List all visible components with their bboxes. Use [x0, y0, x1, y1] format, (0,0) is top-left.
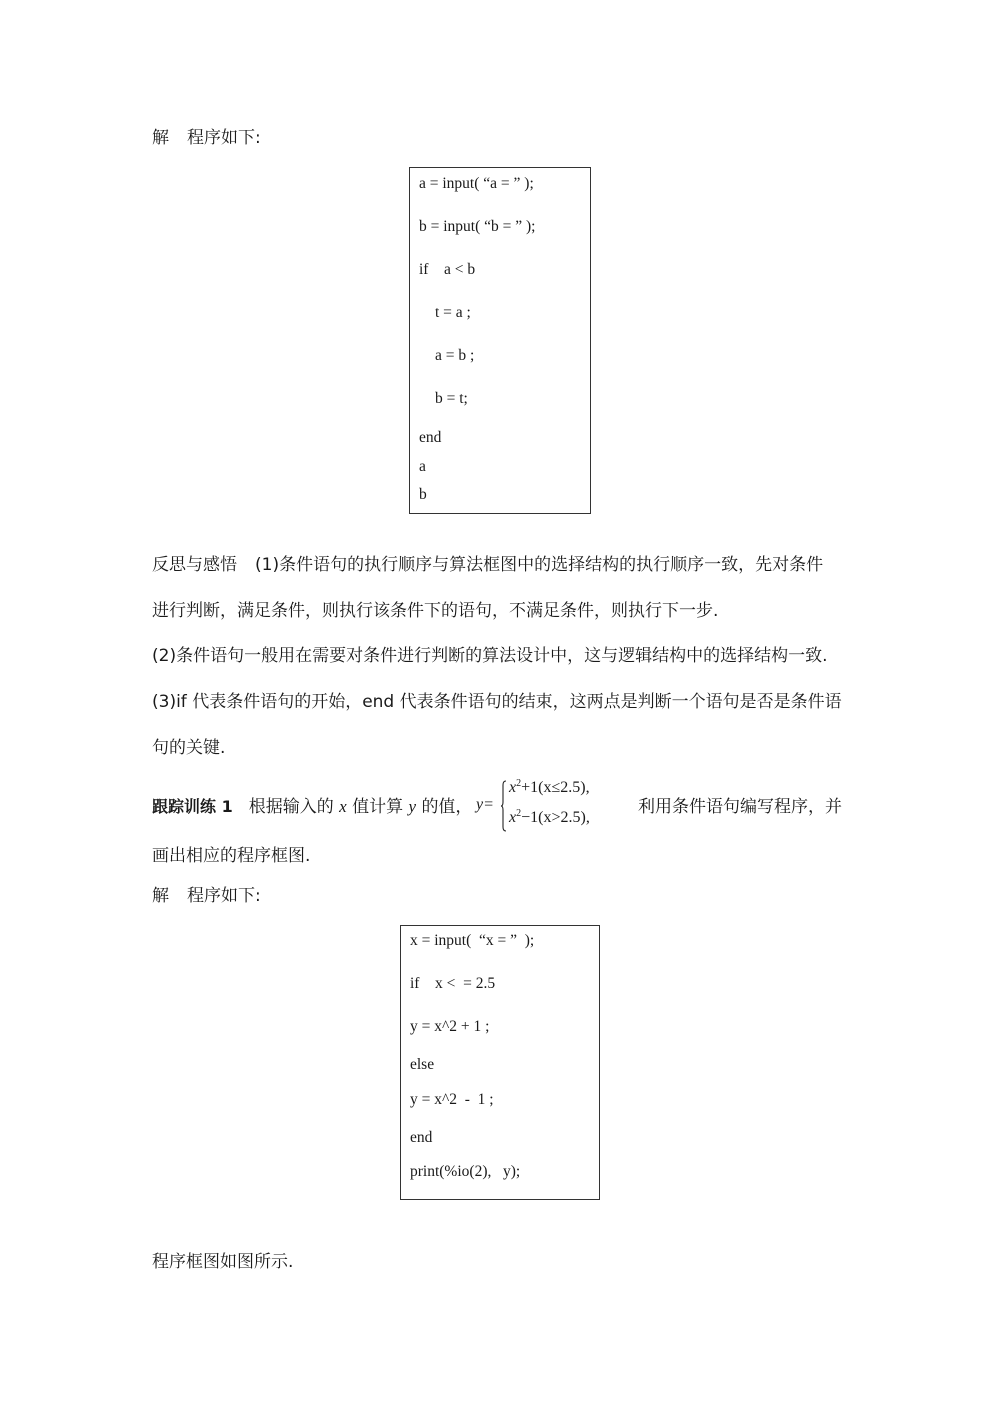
solution-heading-1 [152, 128, 261, 148]
brace-icon [501, 780, 507, 832]
exercise-text: 根据输入的 [248, 797, 334, 817]
code-line: b = input( “b = ” ); [419, 218, 536, 235]
case-exponent: 2 [516, 778, 522, 789]
reflection-text: 句的关键. [152, 738, 226, 758]
code-block-2 [400, 925, 600, 1200]
case-1 [509, 779, 590, 797]
reflection-heading: 反思与感悟 [152, 555, 237, 575]
code-line: a [419, 458, 426, 475]
solution-heading-2 [152, 886, 261, 906]
solution-label: 解 [152, 128, 169, 148]
exercise-text: 利用条件语句编写程序，并 [638, 797, 842, 817]
reflection-text: (2)条件语句一般用在需要对条件进行判断的算法设计中，这与逻辑结构中的选择结构一致. [152, 646, 828, 666]
case-rest: +1(x≤2.5), [521, 779, 590, 796]
solution-text: 程序如下: [187, 128, 261, 148]
y-equals: y= [476, 796, 494, 813]
reflection-paragraph-1 [152, 555, 823, 575]
piecewise-function [476, 778, 636, 834]
code-line: y = x^2 + 1 ; [410, 1018, 490, 1035]
code-line: end [410, 1129, 433, 1146]
reflection-text: (1)条件语句的执行顺序与算法框图中的选择结构的执行顺序一致，先对条件 [255, 555, 824, 575]
code-line: y = x^2 - 1 ; [410, 1091, 494, 1108]
var-x: x [339, 797, 347, 816]
case-rest: −1(x>2.5), [521, 809, 590, 826]
code-line: print(%io(2), y); [410, 1163, 521, 1180]
case-exponent: 2 [516, 808, 522, 819]
var-y: y [408, 797, 417, 816]
case-base: x [509, 779, 517, 796]
reflection-text: (3)if 代表条件语句的开始，end 代表条件语句的结束，这两点是判断一个语句是否是条件语 [152, 692, 842, 712]
code-line: t = a ; [435, 304, 471, 321]
code-line: end [419, 429, 442, 446]
flowchart-note: 程序框图如图所示. [152, 1252, 294, 1272]
code-line: a = b ; [435, 347, 475, 364]
solution-label: 解 [152, 886, 169, 906]
solution-text: 程序如下: [187, 886, 261, 906]
reflection-text: 进行判断，满足条件，则执行该条件下的语句，不满足条件，则执行下一步. [152, 601, 719, 621]
code-line: else [410, 1056, 435, 1073]
case-2 [509, 809, 590, 827]
code-line: a = input( “a = ” ); [419, 175, 534, 192]
code-block-1 [409, 167, 591, 514]
exercise-text: 画出相应的程序框图. [152, 846, 311, 866]
exercise-label: 跟踪训练 1 [152, 797, 233, 816]
exercise-text: 值计算 [352, 797, 404, 817]
exercise-text: 的值， [421, 797, 473, 817]
case-base: x [509, 809, 517, 826]
code-line: x = input( “x = ” ); [410, 932, 535, 949]
code-line: b = t; [435, 390, 468, 407]
code-line: b [419, 486, 427, 503]
code-line: if x < = 2.5 [410, 975, 496, 992]
code-line: if a < b [419, 261, 476, 278]
exercise-line-1 [152, 797, 472, 817]
